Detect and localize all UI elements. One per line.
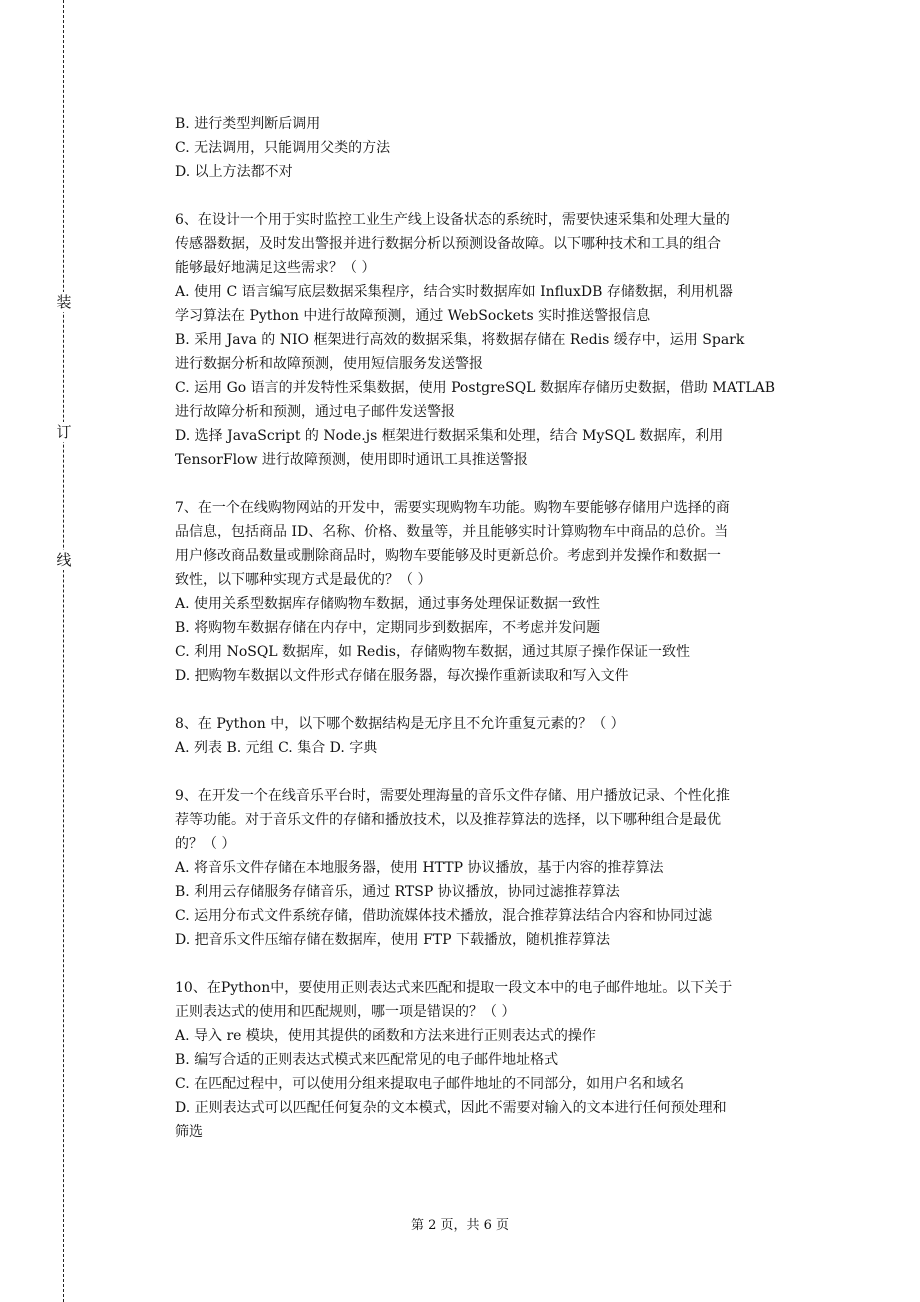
question-text-line: B. 进行类型判断后调用 [175, 116, 321, 132]
question-text-line: 筛选 [175, 1124, 203, 1140]
question-block [175, 976, 840, 1144]
question-text-line: A. 使用 C 语言编写底层数据采集程序，结合实时数据库如 InfluxDB 存储数据，利用机器 [175, 284, 733, 300]
question-text-line: 致性，以下哪种实现方式是最优的？（ ） [175, 572, 432, 588]
question-text-line: D. 把音乐文件压缩存储在数据库，使用 FTP 下载播放，随机推荐算法 [175, 932, 610, 948]
binding-label-xian: 线 [54, 550, 74, 570]
exam-questions [175, 112, 840, 1144]
question-text-line: A. 使用关系型数据库存储购物车数据，通过事务处理保证数据一致性 [175, 596, 601, 612]
question-text-line: 的？（ ） [175, 836, 236, 852]
question-text-line: C. 利用 NoSQL 数据库，如 Redis，存储购物车数据，通过其原子操作保证一致性 [175, 644, 690, 660]
question-block [175, 496, 840, 688]
question-text-line: C. 在匹配过程中，可以使用分组来提取电子邮件地址的不同部分，如用户名和域名 [175, 1076, 685, 1092]
question-text-line: D. 正则表达式可以匹配任何复杂的文本模式，因此不需要对输入的文本进行任何预处理和 [175, 1100, 727, 1116]
question-block [175, 784, 840, 952]
question-text-line: C. 无法调用，只能调用父类的方法 [175, 140, 391, 156]
question-text-line: C. 运用 Go 语言的并发特性采集数据，使用 PostgreSQL 数据库存储历史数据，借助 MATLAB [175, 380, 776, 396]
question-text-line: TensorFlow 进行故障预测，使用即时通讯工具推送警报 [175, 452, 528, 468]
question-block [175, 208, 840, 472]
question-stem-line: 9、在开发一个在线音乐平台时，需要处理海量的音乐文件存储、用户播放记录、个性化推 [175, 788, 730, 804]
question-text-line: 进行数据分析和故障预测，使用短信服务发送警报 [175, 356, 483, 372]
question-text-line: C. 运用分布式文件系统存储，借助流媒体技术播放，混合推荐算法结合内容和协同过滤 [175, 908, 713, 924]
question-stem-line: 10、在Python中，要使用正则表达式来匹配和提取一段文本中的电子邮件地址。以下关于 [175, 980, 733, 996]
question-text-line: D. 以上方法都不对 [175, 164, 293, 180]
question-text-line: 传感器数据，及时发出警报并进行数据分析以预测设备故障。以下哪种技术和工具的组合 [175, 236, 721, 252]
question-stem-line: 6、在设计一个用于实时监控工业生产线上设备状态的系统时，需要快速采集和处理大量的 [175, 212, 730, 228]
question-text-line: 进行故障分析和预测，通过电子邮件发送警报 [175, 404, 455, 420]
question-stem-line: 7、在一个在线购物网站的开发中，需要实现购物车功能。购物车要能够存储用户选择的商 [175, 500, 730, 516]
binding-label-zhuang: 装 [54, 292, 74, 312]
binding-label-ding: 订 [54, 422, 74, 442]
question-text-line: A. 列表 B. 元组 C. 集合 D. 字典 [175, 740, 378, 756]
question-text-line: D. 把购物车数据以文件形式存储在服务器，每次操作重新读取和写入文件 [175, 668, 629, 684]
question-text-line: B. 将购物车数据存储在内存中，定期同步到数据库，不考虑并发问题 [175, 620, 601, 636]
question-text-line: 能够最好地满足这些需求？（ ） [175, 260, 376, 276]
binding-dashed-line [63, 0, 64, 1302]
question-block [175, 712, 840, 760]
question-text-line: 正则表达式的使用和匹配规则，哪一项是错误的？（ ） [175, 1004, 516, 1020]
question-text-line: A. 导入 re 模块，使用其提供的函数和方法来进行正则表达式的操作 [175, 1028, 596, 1044]
question-text-line: D. 选择 JavaScript 的 Node.js 框架进行数据采集和处理，结合 MySQL 数据库，利用 [175, 428, 724, 444]
question-text-line: 学习算法在 Python 中进行故障预测，通过 WebSockets 实时推送警报信息 [175, 308, 651, 324]
question-text-line: B. 采用 Java 的 NIO 框架进行高效的数据采集，将数据存储在 Redis 缓存中，运用 Spark [175, 332, 745, 348]
question-text-line: B. 利用云存储服务存储音乐，通过 RTSP 协议播放，协同过滤推荐算法 [175, 884, 620, 900]
page-number: 第 2 页，共 6 页 [410, 1218, 510, 1233]
question-block [175, 112, 840, 184]
question-text-line: 荐等功能。对于音乐文件的存储和播放技术，以及推荐算法的选择，以下哪种组合是最优 [175, 812, 721, 828]
question-stem-line: 8、在 Python 中，以下哪个数据结构是无序且不允许重复元素的？（ ） [175, 716, 625, 732]
question-text-line: A. 将音乐文件存储在本地服务器，使用 HTTP 协议播放，基于内容的推荐算法 [175, 860, 664, 876]
question-text-line: 用户修改商品数量或删除商品时，购物车要能够及时更新总价。考虑到并发操作和数据一 [175, 548, 721, 564]
question-text-line: 品信息，包括商品 ID、名称、价格、数量等，并且能够实时计算购物车中商品的总价。当 [175, 524, 729, 540]
question-text-line: B. 编写合适的正则表达式模式来匹配常见的电子邮件地址格式 [175, 1052, 559, 1068]
